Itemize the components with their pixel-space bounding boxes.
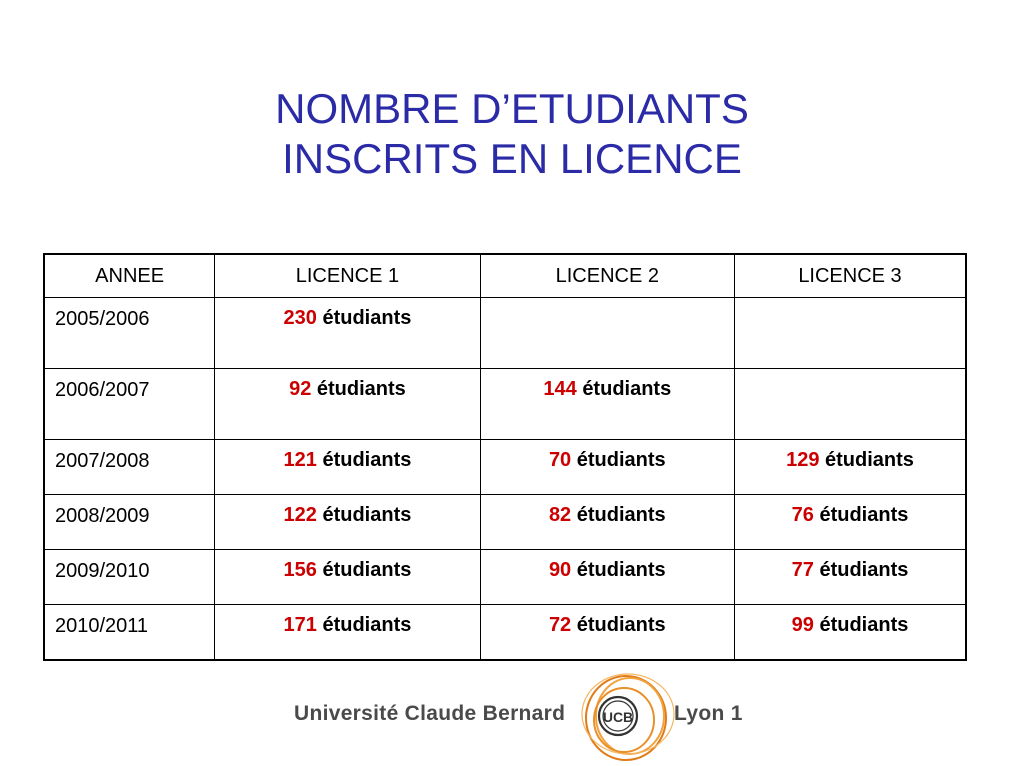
year-cell: 2010/2011 xyxy=(44,605,215,661)
licence-2-cell xyxy=(480,369,734,440)
table-row xyxy=(44,605,966,661)
licence-3-cell xyxy=(735,550,967,605)
student-unit: étudiants xyxy=(322,449,412,471)
table-header-row xyxy=(44,254,966,298)
ucb-emblem-icon xyxy=(580,670,680,766)
university-logo xyxy=(290,670,750,766)
student-count: 72 xyxy=(548,614,572,636)
licence-2-cell xyxy=(480,440,734,495)
student-count: 144 xyxy=(543,378,577,400)
licence-3-cell xyxy=(735,369,967,440)
student-unit: étudiants xyxy=(819,559,909,581)
licence-3-cell xyxy=(735,495,967,550)
header-annee: ANNEE xyxy=(44,254,215,298)
year-cell: 2008/2009 xyxy=(44,495,215,550)
student-unit: étudiants xyxy=(322,307,412,329)
student-count: 92 xyxy=(289,378,312,400)
licence-2-cell xyxy=(480,550,734,605)
table-row xyxy=(44,298,966,369)
enrollment-table xyxy=(43,253,967,661)
header-licence-3: LICENCE 3 xyxy=(735,254,967,298)
student-count: 230 xyxy=(283,307,317,329)
licence-3-cell xyxy=(735,605,967,661)
student-count: 156 xyxy=(283,559,317,581)
student-count: 82 xyxy=(548,504,572,526)
licence-1-cell xyxy=(215,440,480,495)
student-unit: étudiants xyxy=(576,504,666,526)
table-row xyxy=(44,369,966,440)
logo-university-name: Université Claude Bernard xyxy=(294,702,566,725)
title-line-1: NOMBRE D’ETUDIANTS xyxy=(275,85,749,132)
student-count: 76 xyxy=(791,504,814,526)
year-cell: 2005/2006 xyxy=(44,298,215,369)
student-unit: étudiants xyxy=(322,504,412,526)
table-row xyxy=(44,550,966,605)
year-cell: 2007/2008 xyxy=(44,440,215,495)
student-count: 99 xyxy=(791,614,814,636)
title-line-2: INSCRITS EN LICENCE xyxy=(282,135,742,182)
year-cell: 2009/2010 xyxy=(44,550,215,605)
licence-1-cell xyxy=(215,495,480,550)
student-count: 121 xyxy=(283,449,317,471)
emblem-text: UCB xyxy=(602,709,634,725)
licence-2-cell xyxy=(480,298,734,369)
student-unit: étudiants xyxy=(576,614,666,636)
licence-3-cell xyxy=(735,440,967,495)
student-unit: étudiants xyxy=(582,378,672,400)
logo-city: Lyon 1 xyxy=(674,702,743,725)
licence-1-cell xyxy=(215,298,480,369)
licence-2-cell xyxy=(480,605,734,661)
page-title xyxy=(0,84,1024,184)
student-unit: étudiants xyxy=(819,614,909,636)
licence-2-cell xyxy=(480,495,734,550)
student-unit: étudiants xyxy=(316,378,406,400)
student-unit: étudiants xyxy=(322,559,412,581)
student-count: 171 xyxy=(283,614,317,636)
licence-1-cell xyxy=(215,550,480,605)
licence-3-cell xyxy=(735,298,967,369)
student-count: 122 xyxy=(283,504,317,526)
student-unit: étudiants xyxy=(819,504,909,526)
header-licence-2: LICENCE 2 xyxy=(480,254,734,298)
licence-1-cell xyxy=(215,605,480,661)
table-row xyxy=(44,440,966,495)
student-unit: étudiants xyxy=(322,614,412,636)
licence-1-cell xyxy=(215,369,480,440)
student-count: 90 xyxy=(548,559,572,581)
student-unit: étudiants xyxy=(825,449,914,471)
student-count: 70 xyxy=(548,449,572,471)
year-cell: 2006/2007 xyxy=(44,369,215,440)
student-unit: étudiants xyxy=(576,449,666,471)
student-count: 129 xyxy=(786,449,820,471)
header-licence-1: LICENCE 1 xyxy=(215,254,480,298)
student-count: 77 xyxy=(791,559,814,581)
table-row xyxy=(44,495,966,550)
student-unit: étudiants xyxy=(576,559,666,581)
